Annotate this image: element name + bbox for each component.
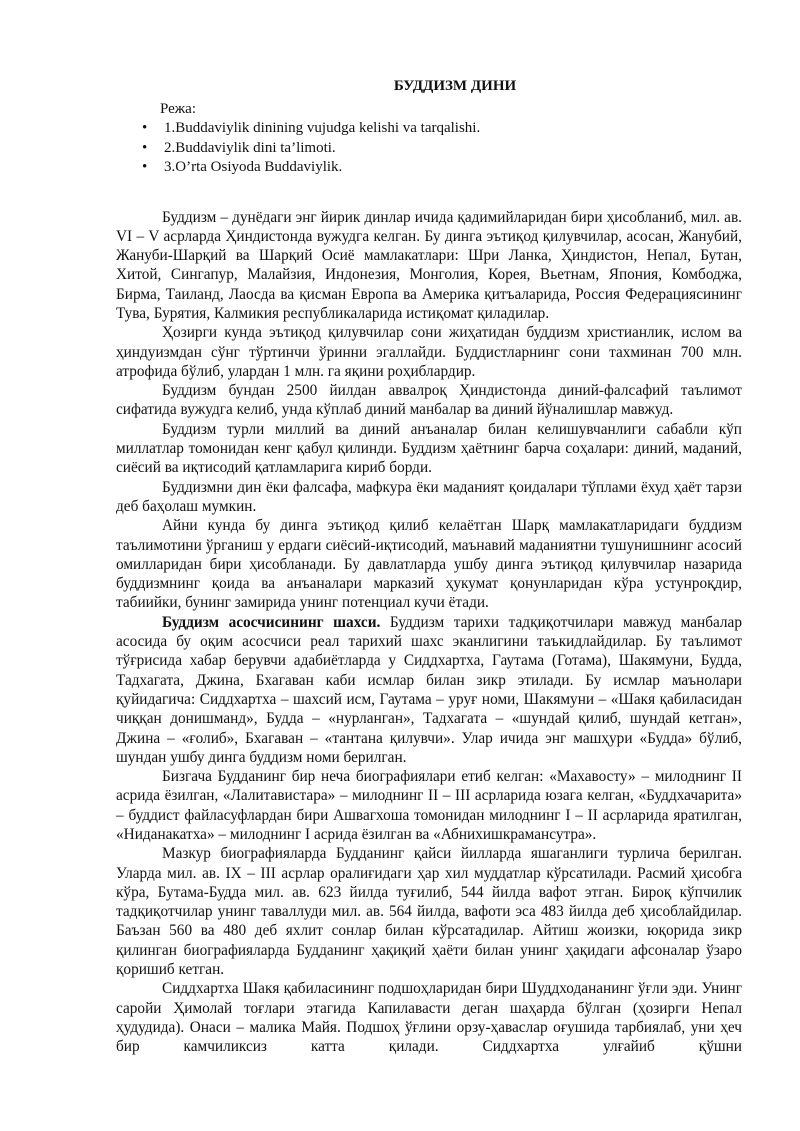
plan-item-text: 3.O’rta Osiyoda Buddaviylik. <box>164 159 343 175</box>
plan-item <box>116 158 742 178</box>
plan-item <box>116 119 742 139</box>
paragraph: Айни кунда бу динга эътиқод қилиб келаётган Шарқ мамлакатларидаги буддизм таълимотини ўрганиш у ердаги сиёсий-иқтисодий, маънавий маданиятни тушунишнинг асосий омилларидан бири ҳисобланади. Бу давлатларда ушбу динга эътиқод қилувчилар назарида буддизмнинг қоида ва анъаналари марказий ҳукумат қонунларидан кўра устунроқдир, табиийки, бунинг замирида унинг потенциал кучи ётади. <box>116 517 742 612</box>
bullet-icon: • <box>142 139 148 156</box>
founder-text: Буддизм тарихи тадқиқотчилари мавжуд манбалар асосида бу оқим асосчиси реал тарихий шахс эканлигини таъкидлайдилар. Бу таълимот тўғрисида хабар берувчи адабиётларда у Сиддхартха, Гаутама (Готама), Шакямуни, Будда, Тадхагата, Джина, Бхагаван каби исмлар билан зикр этилади. Бу исмлар маънолари қуйидагича: Сиддхартха – шахсий исм, Гаутама – уруғ номи, Шакямуни – «Шакя қабиласидан чиққан донишманд», Будда – «нурланган», Тадхагата – «шундай қилиб, шундай кетган», Джина – «ғолиб», Бхагаван – «тантана қилувчи». Улар ичида энг машҳури «Будда» бўлиб, шундан ушбу динга буддизм номи берилган. <box>116 613 742 766</box>
document-page <box>116 76 742 1057</box>
paragraph: Сиддхартха Шакя қабиласининг подшоҳларидан бири Шуддходананинг ўғли эди. Унинг саройи Ҳимолай тоғлари этагида Капилавасти деган шаҳарда бўлган (ҳозирги Непал ҳудудида). Онаси – малика Майя. Подшоҳ ўғлини орзу-ҳаваслар оғушида тарбиялаб, уни ҳеч бир камчиликсиз катта қилади. Сиддхартха улғайиб қўшни <box>116 980 742 1056</box>
paragraph: Ҳозирги кунда эътиқод қилувчилар сони жиҳатидан буддизм христианлик, ислом ва ҳиндуизмдан сўнг тўртинчи ўринни эгаллайди. Буддистларнинг сони тахминан 700 млн. атрофида бўлиб, улардан 1 млн. га яқини роҳиблардир. <box>116 324 742 380</box>
plan-item-text: 1.Buddaviylik dinining vujudga kelishi va tarqalishi. <box>164 120 481 136</box>
document-body <box>116 208 742 1057</box>
bullet-icon: • <box>142 120 148 136</box>
founder-heading: Буддизм асосчисининг шахси. <box>162 613 381 631</box>
paragraph: Буддизм – дунёдаги энг йирик динлар ичида қадимийларидан бири ҳисобланиб, мил. ав. VI – V асрларда Ҳиндистонда вужудга келган. Бу динга эътиқод қилувчилар, асосан, Жанубий, Жануби-Шарқий ва Шарқий Осиё мамлакатлари: Шри Ланка, Ҳиндистон, Непал, Бутан, Хитой, Сингапур, Малайзия, Индонезия, Монголия, Корея, Вьетнам, Япония, Комбоджа, Бирма, Таиланд, Лаосда ва қисман Европа ва Америка қитъаларида, Россия Федерациясининг Тува, Бурятия, Калмикия республикаларида истиқомат қиладилар. <box>116 208 742 322</box>
plan-item-text: 2.Buddaviylik dini ta’limoti. <box>164 139 336 156</box>
paragraph: Буддизм бундан 2500 йилдан аввалроқ Ҳиндистонда диний-фалсафий таълимот сифатида вужудга келиб, унда кўплаб диний манбалар ва диний йўналишлар мавжуд. <box>116 382 742 419</box>
document-title: БУДДИЗМ ДИНИ <box>393 78 517 94</box>
paragraph: Бизгача Будданинг бир неча биографиялари етиб келган: «Махавосту» – милоднинг II асрида ёзилган, «Лалитавистара» – милоднинг II – III асрларида юзага келган, «Буддхачарита» – буддист файласуфлардан бири Ашвагхоша томонидан милоднинг I – II асрларида яратилган, «Ниданакатха» – милоднинг I асрида ёзилган ва «Абнихишкрамансутра». <box>116 768 742 843</box>
bullet-icon: • <box>142 159 148 175</box>
paragraph: Буддизмни дин ёки фалсафа, мафкура ёки маданият қоидалари тўплами ёхуд ҳаёт тарзи деб баҳолаш мумкин. <box>116 478 742 515</box>
paragraph: Буддизм турли миллий ва диний анъаналар билан келишувчанлиги сабабли кўп миллатлар томонидан кенг қабул қилинди. Буддизм ҳаётнинг барча соҳалари: диний, маданий, сиёсий ва иқтисодий қатламларига кириб борди. <box>116 420 742 477</box>
plan-item <box>116 139 742 159</box>
plan-label: Режа: <box>160 101 196 117</box>
paragraph: Мазкур биографияларда Будданинг қайси йилларда яшаганлиги турлича берилган. Уларда мил. ав. IX – III асрлар оралиғидаги ҳар хил муддатлар кўрсатилади. Расмий ҳисобга кўра, Бутама-Будда мил. ав. 623 йилда туғилиб, 544 йилда вафот этган. Бироқ кўпчилик тадқиқотчилар унинг таваллуди мил. ав. 564 йилда, вафоти эса 483 йилда деб ҳисоблайдилар. Баъзан 560 ва 480 деб яхлит сонлар билан кўрсатадилар. Айтиш жоизки, юқорида зикр қилинган биографияларда Будданинг ҳақиқий ҳаёти билан унинг ҳақидаги афсоналар ўзаро қоришиб кетган. <box>116 845 742 979</box>
founder-paragraph <box>116 613 742 767</box>
plan-list <box>116 119 742 178</box>
